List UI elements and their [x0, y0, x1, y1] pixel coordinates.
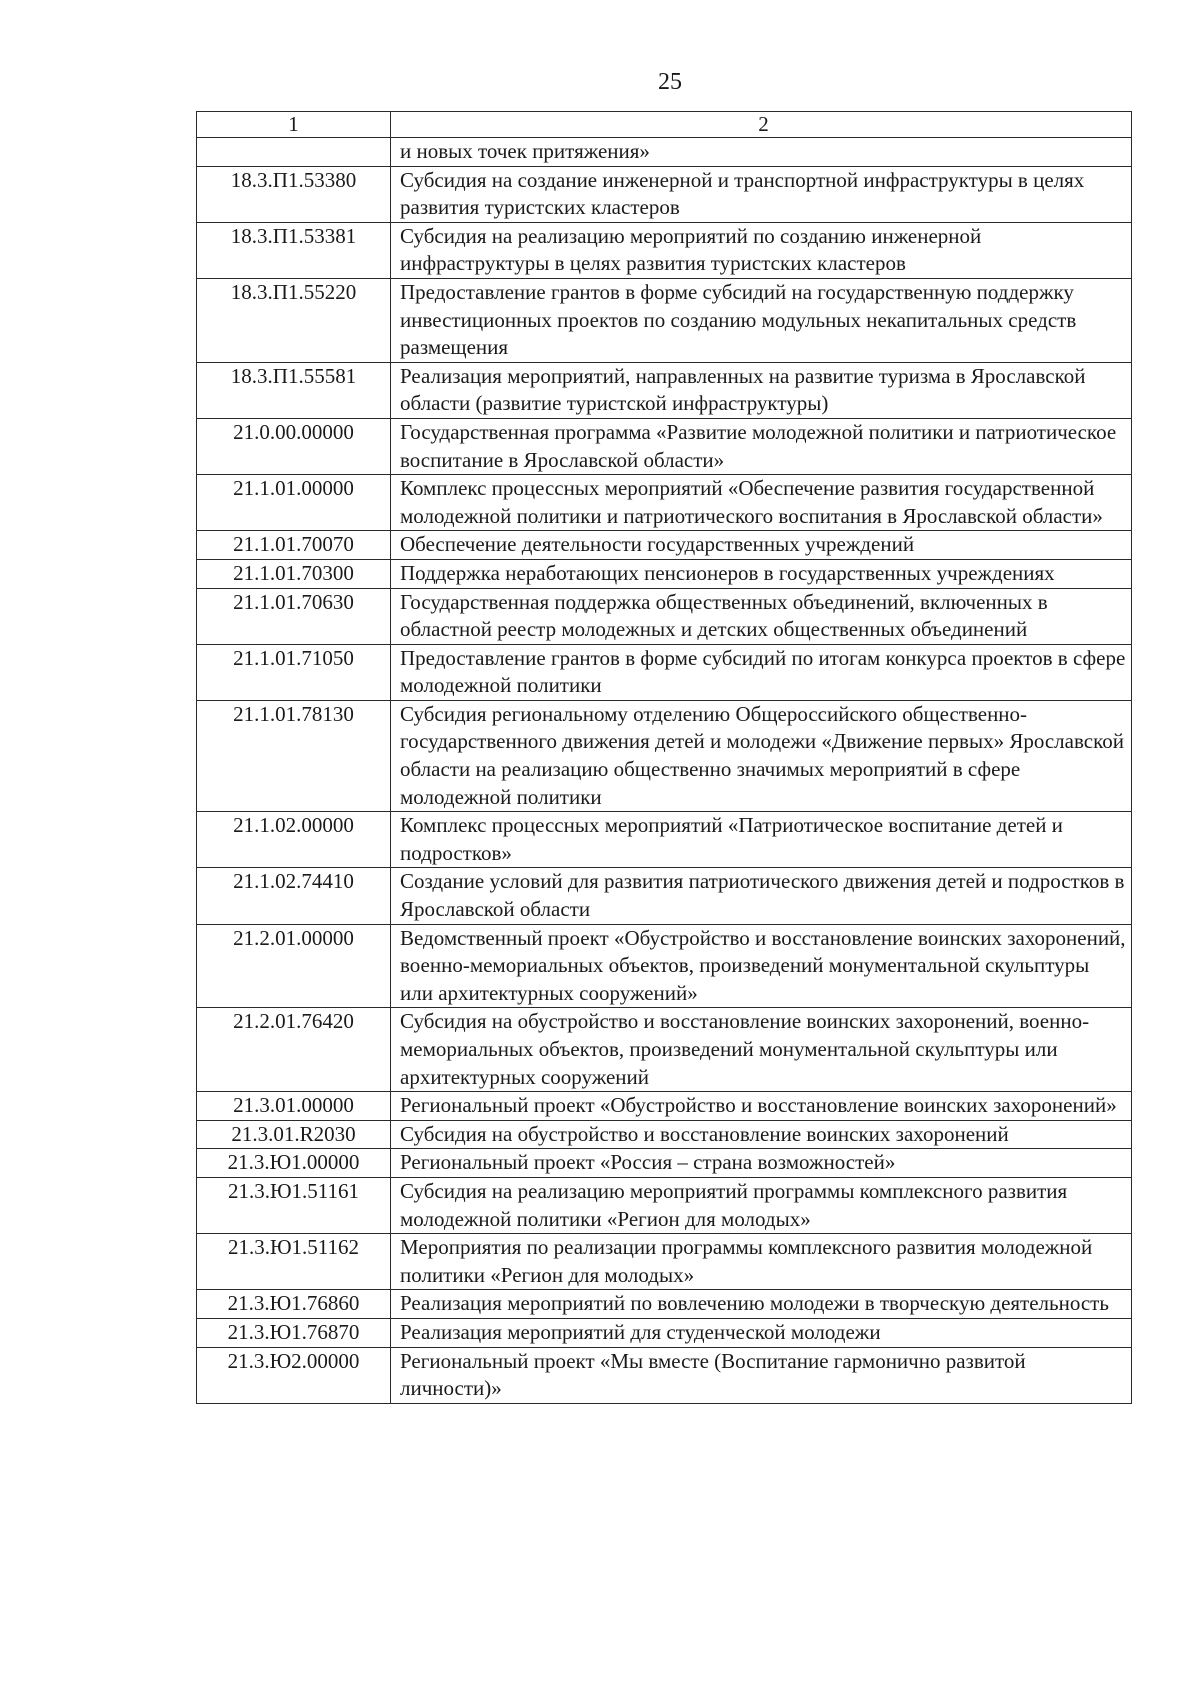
row-code-cell: 21.1.01.70630 [197, 588, 391, 644]
row-description-cell: Реализация мероприятий для студенческой молодежи [391, 1318, 1132, 1347]
row-description-cell: Реализация мероприятий, направленных на развитие туризма в Ярославской области (развитие туристской инфраструктуры) [391, 362, 1132, 418]
row-code-cell: 21.1.01.00000 [197, 475, 391, 531]
row-description-cell: Предоставление грантов в форме субсидий по итогам конкурса проектов в сфере молодежной политики [391, 644, 1132, 700]
row-code-cell: 18.3.П1.55581 [197, 362, 391, 418]
table-row [197, 559, 1132, 588]
table-row [197, 138, 1132, 167]
table-row [197, 588, 1132, 644]
table-row [197, 924, 1132, 1008]
table-row [197, 1234, 1132, 1290]
row-description-cell: Комплекс процессных мероприятий «Обеспечение развития государственной молодежной политики и патриотического воспитания в Ярославской области» [391, 475, 1132, 531]
row-code-cell: 21.1.01.71050 [197, 644, 391, 700]
table-row [197, 1318, 1132, 1347]
row-code-cell: 21.3.Ю1.51162 [197, 1234, 391, 1290]
row-description-cell: Ведомственный проект «Обустройство и восстановление воинских захоронений, военно-мемориальных объектов, произведений монументальной скульптуры или архитектурных сооружений» [391, 924, 1132, 1008]
table-row [197, 278, 1132, 362]
table-row [197, 1290, 1132, 1319]
table-row [197, 868, 1132, 924]
row-description-cell: Комплекс процессных мероприятий «Патриотическое воспитание детей и подростков» [391, 812, 1132, 868]
table-row [197, 1177, 1132, 1233]
row-description-cell: Субсидия на реализацию мероприятий по созданию инженерной инфраструктуры в целях развития туристских кластеров [391, 222, 1132, 278]
row-code-cell: 21.3.Ю2.00000 [197, 1347, 391, 1403]
row-description-cell: Субсидия на реализацию мероприятий программы комплексного развития молодежной политики «Регион для молодых» [391, 1177, 1132, 1233]
row-description-cell: Реализация мероприятий по вовлечению молодежи в творческую деятельность [391, 1290, 1132, 1319]
row-code-cell: 21.3.Ю1.76860 [197, 1290, 391, 1319]
row-code-cell: 18.3.П1.53380 [197, 166, 391, 222]
row-code-cell: 18.3.П1.53381 [197, 222, 391, 278]
table-row [197, 1120, 1132, 1149]
row-code-cell: 21.1.02.00000 [197, 812, 391, 868]
table-header-row [197, 112, 1132, 138]
row-description-cell: Поддержка неработающих пенсионеров в государственных учреждениях [391, 559, 1132, 588]
row-code-cell: 21.3.Ю1.51161 [197, 1177, 391, 1233]
table-row [197, 362, 1132, 418]
table-row [197, 166, 1132, 222]
row-code-cell: 21.3.01.00000 [197, 1092, 391, 1121]
column-header-description: 2 [391, 112, 1132, 138]
row-description-cell: Предоставление грантов в форме субсидий на государственную поддержку инвестиционных проектов по созданию модульных некапитальных средств размещения [391, 278, 1132, 362]
row-description-cell: Государственная программа «Развитие молодежной политики и патриотическое воспитание в Ярославской области» [391, 418, 1132, 474]
row-code-cell: 21.1.01.70300 [197, 559, 391, 588]
row-description-cell: Региональный проект «Обустройство и восстановление воинских захоронений» [391, 1092, 1132, 1121]
row-code-cell: 21.1.02.74410 [197, 868, 391, 924]
row-code-cell: 21.3.01.R2030 [197, 1120, 391, 1149]
table-row [197, 812, 1132, 868]
row-code-cell: 21.1.01.70070 [197, 531, 391, 560]
row-description-cell: Обеспечение деятельности государственных учреждений [391, 531, 1132, 560]
row-description-cell: Государственная поддержка общественных объединений, включенных в областной реестр молодежных и детских общественных объединений [391, 588, 1132, 644]
row-code-cell [197, 138, 391, 167]
table-row [197, 418, 1132, 474]
row-description-cell: Субсидия на обустройство и восстановление воинских захоронений [391, 1120, 1132, 1149]
page-number: 25 [658, 69, 682, 95]
row-description-cell: Субсидия на создание инженерной и транспортной инфраструктуры в целях развития туристских кластеров [391, 166, 1132, 222]
row-description-cell: Региональный проект «Россия – страна возможностей» [391, 1149, 1132, 1178]
row-description-cell: Субсидия региональному отделению Общероссийского общественно-государственного движения детей и молодежи «Движение первых» Ярославской области на реализацию общественно значимых мероприятий в сфере молодежной политики [391, 700, 1132, 811]
row-description-cell: и новых точек притяжения» [391, 138, 1132, 167]
table-row [197, 222, 1132, 278]
table-row [197, 1092, 1132, 1121]
table-row [197, 1347, 1132, 1403]
row-code-cell: 21.0.00.00000 [197, 418, 391, 474]
row-code-cell: 21.1.01.78130 [197, 700, 391, 811]
column-header-code: 1 [197, 112, 391, 138]
row-code-cell: 21.3.Ю1.00000 [197, 1149, 391, 1178]
row-description-cell: Региональный проект «Мы вместе (Воспитание гармонично развитой личности)» [391, 1347, 1132, 1403]
row-description-cell: Создание условий для развития патриотического движения детей и подростков в Ярославской области [391, 868, 1132, 924]
table-row [197, 644, 1132, 700]
table-row [197, 1149, 1132, 1178]
row-code-cell: 18.3.П1.55220 [197, 278, 391, 362]
table-row [197, 475, 1132, 531]
row-code-cell: 21.3.Ю1.76870 [197, 1318, 391, 1347]
row-description-cell: Мероприятия по реализации программы комплексного развития молодежной политики «Регион для молодых» [391, 1234, 1132, 1290]
table-row [197, 700, 1132, 811]
row-code-cell: 21.2.01.00000 [197, 924, 391, 1008]
table-row [197, 1008, 1132, 1092]
row-description-cell: Субсидия на обустройство и восстановление воинских захоронений, военно-мемориальных объектов, произведений монументальной скульптуры или архитектурных сооружений [391, 1008, 1132, 1092]
budget-classification-table [196, 111, 1132, 1404]
table-row [197, 531, 1132, 560]
row-code-cell: 21.2.01.76420 [197, 1008, 391, 1092]
